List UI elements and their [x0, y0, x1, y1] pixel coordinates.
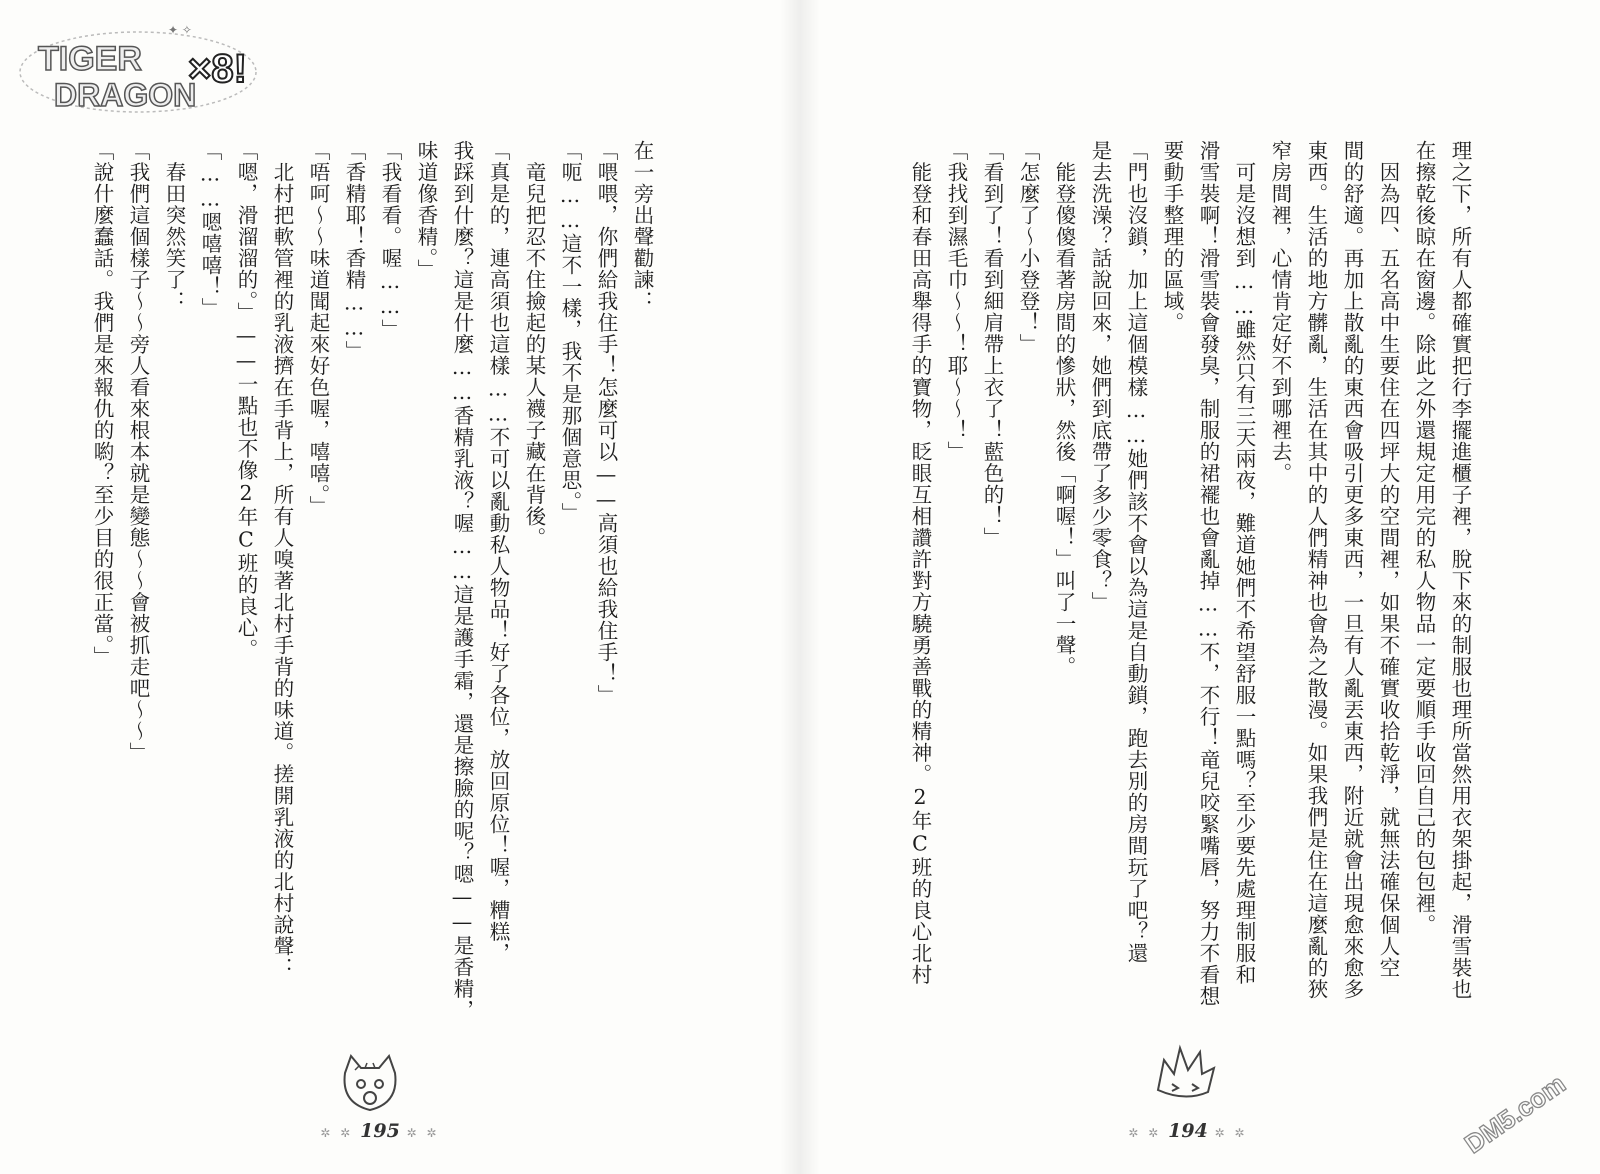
- right-page-line: 「我找到濕毛巾～～！耶～～！」: [944, 140, 968, 463]
- left-page-line: 「嗯，滑溜溜的。」——一點也不像2年C班的良心。: [234, 140, 258, 660]
- right-page-line: 滑雪裝啊！滑雪裝會發臭，制服的裙襬也會亂掉……不，不行！竜兒咬緊嘴唇，努力不看想: [1196, 140, 1220, 1007]
- left-page-line: 春田突然笑了：: [162, 140, 186, 312]
- right-page-line: 「門也沒鎖，加上這個模樣……她們該不會以為這是自動鎖，跑去別的房間玩了吧？還: [1124, 140, 1148, 964]
- right-page-line: 理之下，所有人都確實把行李擺進櫃子裡，脫下來的制服也理所當然用衣架掛起，滑雪裝也: [1448, 140, 1472, 1000]
- left-page-line: 「說什麼蠢話。我們是來報仇的喲？至少目的很正當。」: [90, 140, 114, 668]
- left-page-text: [90, 140, 660, 1040]
- left-page-line: 在一旁出聲勸諫：: [630, 140, 654, 312]
- left-page-line: 「唔呵～～味道聞起來好色喔，嘻嘻。」: [306, 140, 330, 517]
- right-page-line: 能登和春田高舉得手的寶物，眨眼互相讚許對方驍勇善戰的精神。2年C班的良心北村: [908, 140, 932, 986]
- svg-text:✦ ✧: ✦ ✧: [168, 23, 192, 37]
- left-page-line: 「我看看。喔……」: [378, 140, 402, 341]
- watermark-logo-icon: [1450, 1060, 1580, 1160]
- page-number-left-value: 195: [360, 1120, 400, 1142]
- left-page-line: 「呃……這不一樣，我不是那個意思。」: [558, 140, 582, 524]
- logo-line2: DRAGON: [54, 77, 197, 113]
- series-logo: [18, 12, 268, 120]
- right-page-text: [908, 140, 1478, 1040]
- left-page-line: 「我們這個樣子～～旁人看來根本就是變態～～會被抓走吧～～」: [126, 140, 150, 764]
- left-page-line: 味道像香精。」: [414, 140, 438, 281]
- logo-suffix: ×8!: [188, 47, 247, 91]
- cat-mascot-icon: [335, 1048, 405, 1118]
- left-page-line: 「喂喂，你們給我住手！怎麼可以——高須也給我住手！」: [594, 140, 618, 706]
- right-page-line: 「怎麼了～小登登！」: [1016, 140, 1040, 355]
- dragon-mascot-icon: [1150, 1040, 1220, 1110]
- right-page-line: 間的舒適。再加上散亂的東西會吸引更多東西，一旦有人亂丟東西，附近就會出現愈來愈多: [1340, 140, 1364, 1000]
- left-page-line: 「香精耶！香精……」: [342, 140, 366, 362]
- left-page-line: 「……嗯嘻嘻！」: [198, 140, 222, 319]
- logo-line1: TIGER: [38, 40, 142, 78]
- page-number-right: ✲ ✲ 194 ✲ ✲: [1128, 1120, 1248, 1142]
- page-number-left: ✲ ✲ 195 ✲ ✲: [320, 1120, 440, 1142]
- left-page-line: 我踩到什麼？這是什麼……香精乳液？喔……這是護手霜，還是擦臉的呢？嗯——是香精，: [450, 140, 474, 1021]
- right-page-line: 「看到了！看到細肩帶上衣了！藍色的！」: [980, 140, 1004, 549]
- right-page-line: 可是沒想到……雖然只有三天兩夜，難道她們不希望舒服一點嗎？至少要先處理制服和: [1232, 140, 1256, 986]
- right-page-line: 能登傻傻看著房間的慘狀，然後「啊喔！」叫了一聲。: [1052, 140, 1076, 678]
- right-page-line: 是去洗澡？話說回來，她們到底帶了多少零食？」: [1088, 140, 1112, 613]
- left-page-line: 北村把軟管裡的乳液擠在手背上，所有人嗅著北村手背的味道。搓開乳液的北村說聲：: [270, 140, 294, 979]
- site-watermark: [1450, 1060, 1580, 1160]
- left-page-line: 竜兒把忍不住撿起的某人襪子藏在背後。: [522, 140, 546, 549]
- right-page-line: 窄房間裡，心情肯定好不到哪裡去。: [1268, 140, 1292, 484]
- right-page-line: 東西。生活的地方髒亂，生活在其中的人們精神也會為之散漫。如果我們是住在這麼亂的狹: [1304, 140, 1328, 1000]
- page-gutter: [780, 0, 820, 1174]
- page-number-right-value: 194: [1168, 1120, 1208, 1142]
- left-page-line: 「真是的，連高須也這樣……不可以亂動私人物品！好了各位，放回原位！喔，糟糕，: [486, 140, 510, 964]
- right-page-line: 因為四、五名高中生要住在四坪大的空間裡，如果不確實收拾乾淨，就無法確保個人空: [1376, 140, 1400, 979]
- right-page-line: 要動手整理的區域。: [1160, 140, 1184, 334]
- watermark-text: DM5.com: [1458, 1068, 1571, 1160]
- logo-art-icon: [18, 12, 268, 120]
- right-page-line: 在擦乾後晾在窗邊。除此之外還規定用完的私人物品一定要順手收回自己的包包裡。: [1412, 140, 1436, 936]
